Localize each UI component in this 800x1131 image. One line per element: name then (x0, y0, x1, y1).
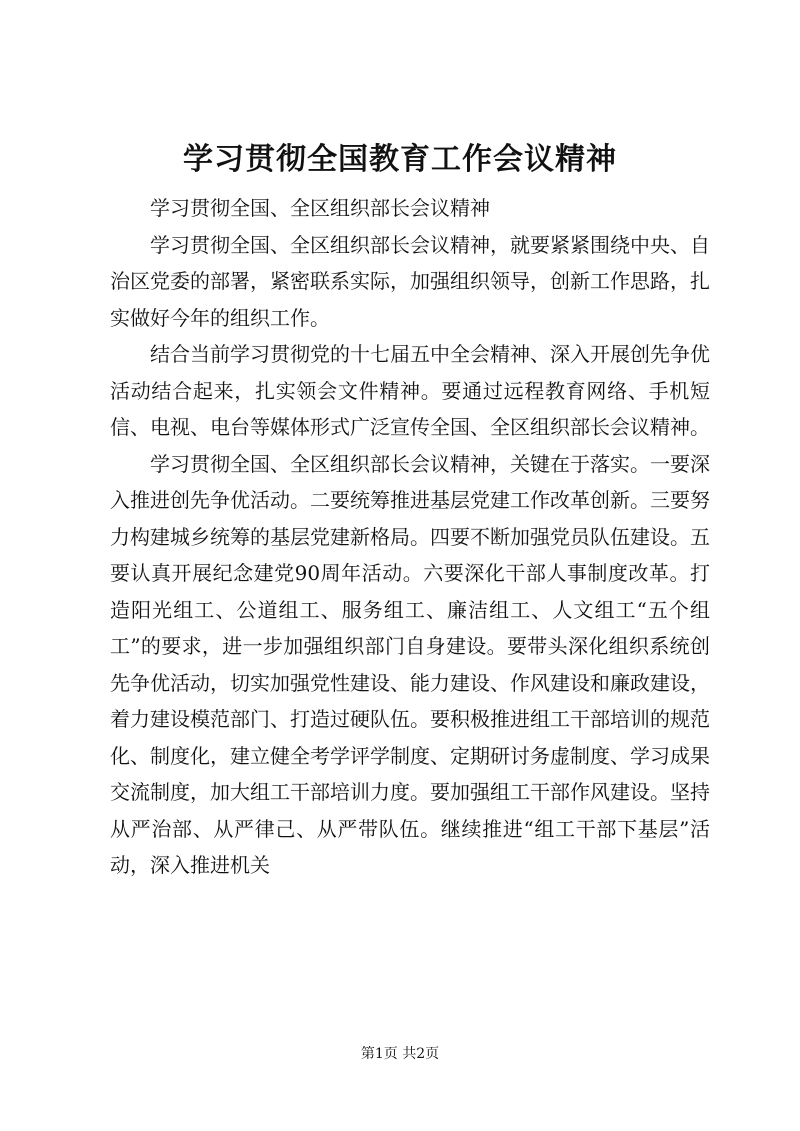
paragraph-2: 结合当前学习贯彻党的十七届五中全会精神、深入开展创先争优活动结合起来，扎实领会文件精神。要通过远程教育网络、手机短信、电视、电台等媒体形式广泛宣传全国、全区组织部长会议精神。 (110, 342, 710, 439)
page-footer: 第1页 共2页 (360, 1046, 440, 1062)
paragraph-subtitle: 学习贯彻全国、全区组织部长会议精神 (150, 196, 490, 220)
paragraph-3: 学习贯彻全国、全区组织部长会议精神，关键在于落实。一要深入推进创先争优活动。二要统筹推进基层党建工作改革创新。三要努力构建城乡统筹的基层党建新格局。四要不断加强党员队伍建设。五要认真开展纪念建党90周年活动。六要深化干部人事制度改革。打造阳光组工、公道组工、服务组工、廉洁组工、人文组工“五个组工”的要求，进一步加强组织部门自身建设。要带头深化组织系统创先争优活动，切实加强党性建设、能力建设、作风建设和廉政建设，着力建设模范部门、打造过硬队伍。要积极推进组工干部培训的规范化、制度化，建立健全考学评学制度、定期研讨务虚制度、学习成果交流制度，加大组工干部培训力度。要加强组工干部作风建设。坚持从严治部、从严律己、从严带队伍。继续推进“组工干部下基层”活动，深入推进机关 (110, 451, 710, 877)
document-body (110, 190, 710, 884)
document-title: 学习贯彻全国教育工作会议精神 (183, 142, 617, 177)
paragraph-1: 学习贯彻全国、全区组织部长会议精神，就要紧紧围绕中央、自治区党委的部署，紧密联系实际，加强组织领导，创新工作思路，扎实做好今年的组织工作。 (110, 232, 710, 330)
